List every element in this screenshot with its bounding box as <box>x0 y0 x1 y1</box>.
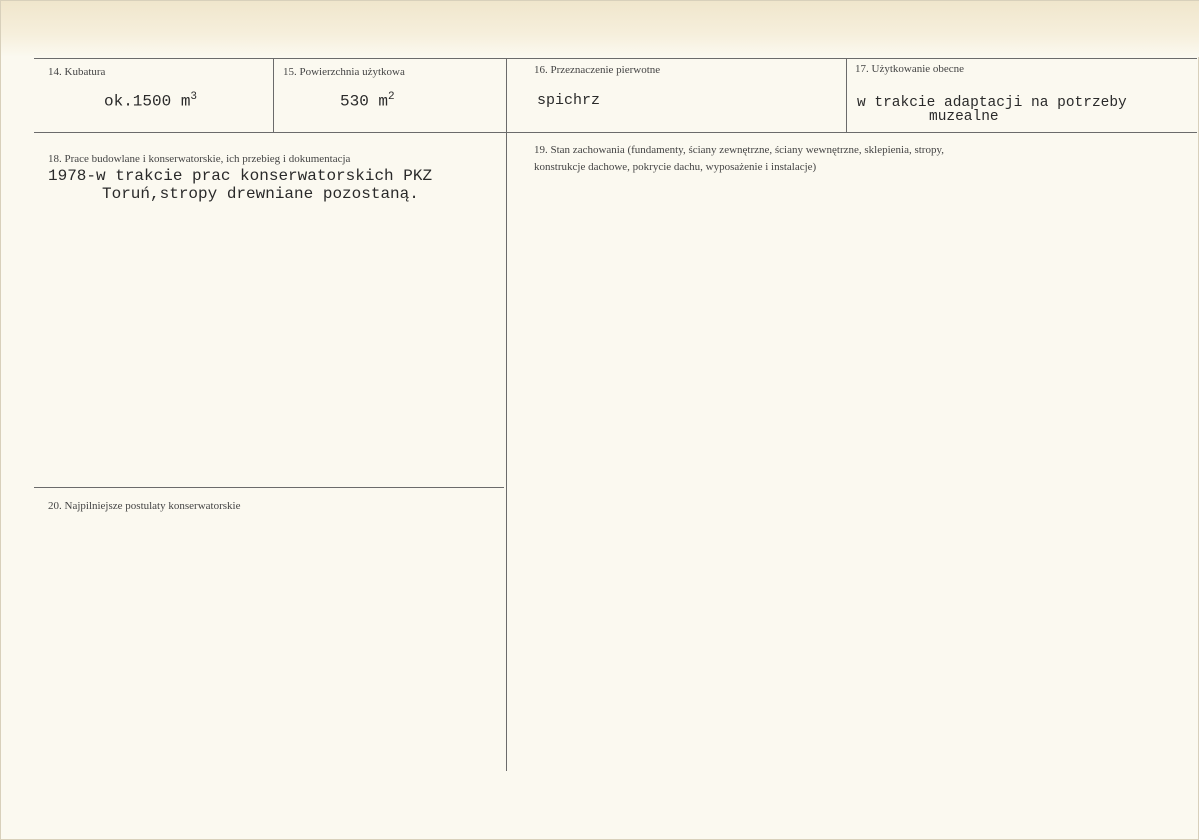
field-18-value-line1: 1978-w trakcie prac konserwatorskich PKZ <box>48 167 433 185</box>
row1-bottom-rule <box>34 132 1197 133</box>
field-15-label: 15. Powierzchnia użytkowa <box>283 66 405 78</box>
field-19-label-line2: konstrukcje dachowe, pokrycie dachu, wyposażenie i instalacje) <box>534 161 817 173</box>
field-14-superscript: 3 <box>190 91 198 103</box>
field-17-value-line2: muzealne <box>929 109 999 125</box>
field-18-value-line2: Toruń,stropy drewniane pozostaną. <box>102 185 419 203</box>
field-19-label <box>534 142 944 176</box>
field-18-label: 18. Prace budowlane i konserwatorskie, ich przebieg i dokumentacja <box>48 153 351 165</box>
section18-bottom-rule <box>34 487 504 488</box>
field-15-superscript: 2 <box>388 91 395 103</box>
divider-center <box>506 58 507 771</box>
field-16-value: spichrz <box>537 92 601 109</box>
field-14-text: ok.1500 m <box>104 92 191 111</box>
field-17-label: 17. Użytkowanie obecne <box>855 63 965 75</box>
field-20-label: 20. Najpilniejsze postulaty konserwatorskie <box>48 500 241 512</box>
card-top-edge <box>1 1 1199 57</box>
field-16-label: 16. Przeznaczenie pierwotne <box>534 64 661 76</box>
divider-14-15 <box>273 58 274 132</box>
top-rule <box>34 58 1197 59</box>
field-14-label: 14. Kubatura <box>48 66 106 78</box>
field-14-value <box>104 91 197 110</box>
field-19-label-line1: 19. Stan zachowania (fundamenty, ściany zewnętrzne, ściany wewnętrzne, sklepienia, stropy, <box>534 144 945 156</box>
field-15-text: 530 m <box>340 92 389 111</box>
divider-16-17 <box>846 58 847 132</box>
field-17-value-line1: w trakcie adaptacji na potrzeby <box>857 95 1127 111</box>
field-15-value <box>340 91 395 110</box>
